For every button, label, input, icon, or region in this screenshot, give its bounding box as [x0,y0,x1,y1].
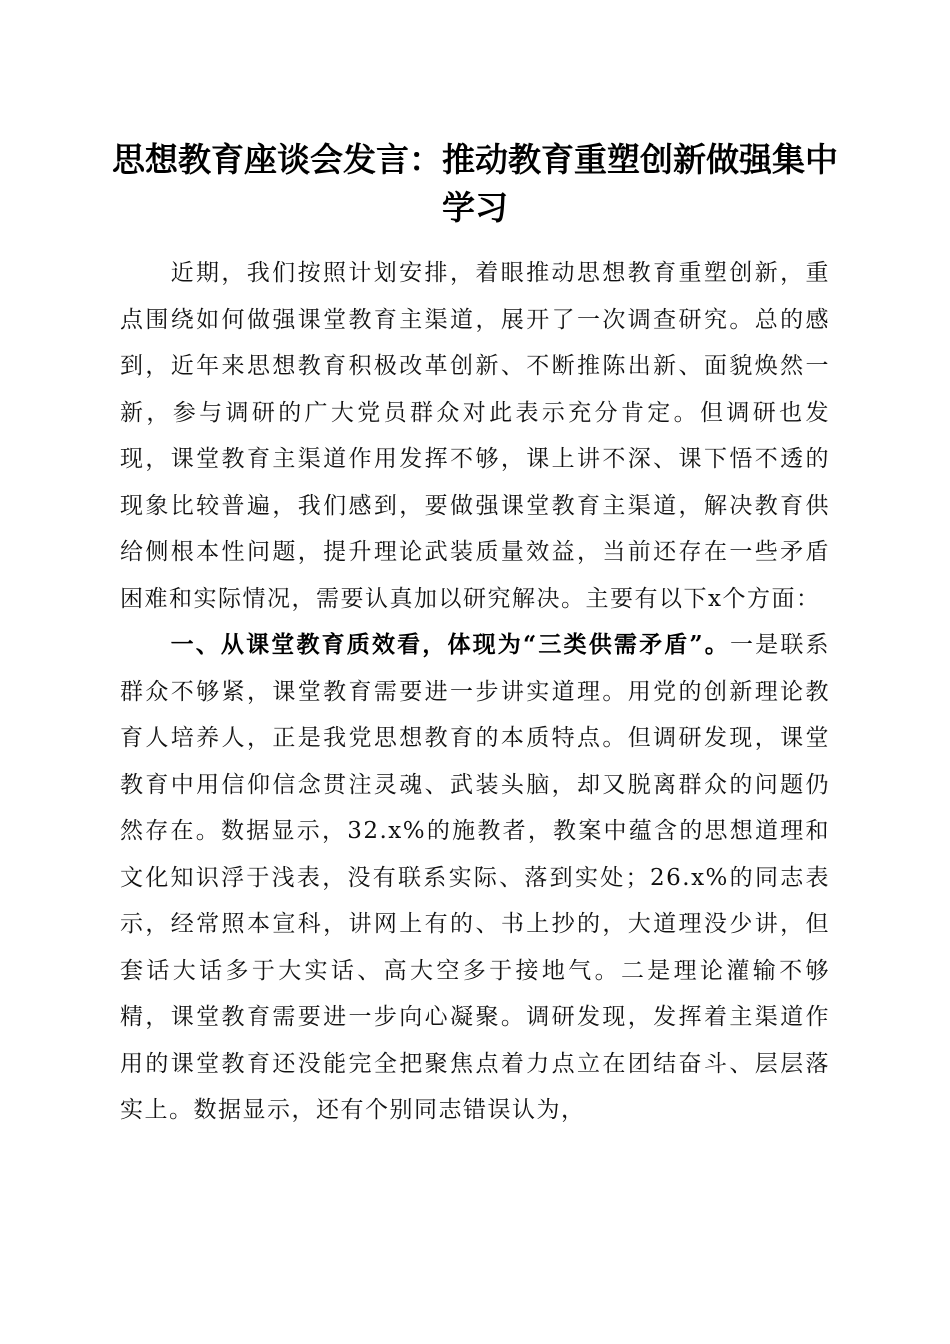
paragraph-section-one [120,622,830,1134]
paragraph-text: 近期，我们按照计划安排，着眼推动思想教育重塑创新，重点围绕如何做强课堂教育主渠道，展开了一次调查研究。总的感到，近年来思想教育积极改革创新、不断推陈出新、面貌焕然一新，参与调研的广大党员群众对此表示充分肯定。但调研也发现，课堂教育主渠道作用发挥不够，课上讲不深、课下悟不透的现象比较普遍，我们感到，要做强课堂教育主渠道，解决教育供给侧根本性问题，提升理论武装质量效益，当前还存在一些矛盾困难和实际情况，需要认真加以研究解决。主要有以下x个方面： [120,260,830,612]
section-heading: 一、从课堂教育质效看，体现为“三类供需矛盾”。 [170,631,730,658]
paragraph-intro [120,250,830,622]
document-body [120,250,830,1134]
document-title: 思想教育座谈会发言：推动教育重塑创新做强集中学习 [112,140,838,227]
paragraph-text: 一是联系群众不够紧，课堂教育需要进一步讲实道理。用党的创新理论教育人培养人，正是我党思想教育的本质特点。但调研发现，课堂教育中用信仰信念贯注灵魂、武装头脑，却又脱离群众的问题仍然存在。数据显示，32.x%的施教者，教案中蕴含的思想道理和文化知识浮于浅表，没有联系实际、落到实处；26.x%的同志表示，经常照本宣科，讲网上有的、书上抄的，大道理没少讲，但套话大话多于大实话、高大空多于接地气。二是理论灌输不够精，课堂教育需要进一步向心凝聚。调研发现，发挥着主渠道作用的课堂教育还没能完全把聚焦点着力点立在团结奋斗、层层落实上。数据显示，还有个别同志错误认为， [120,632,830,1123]
